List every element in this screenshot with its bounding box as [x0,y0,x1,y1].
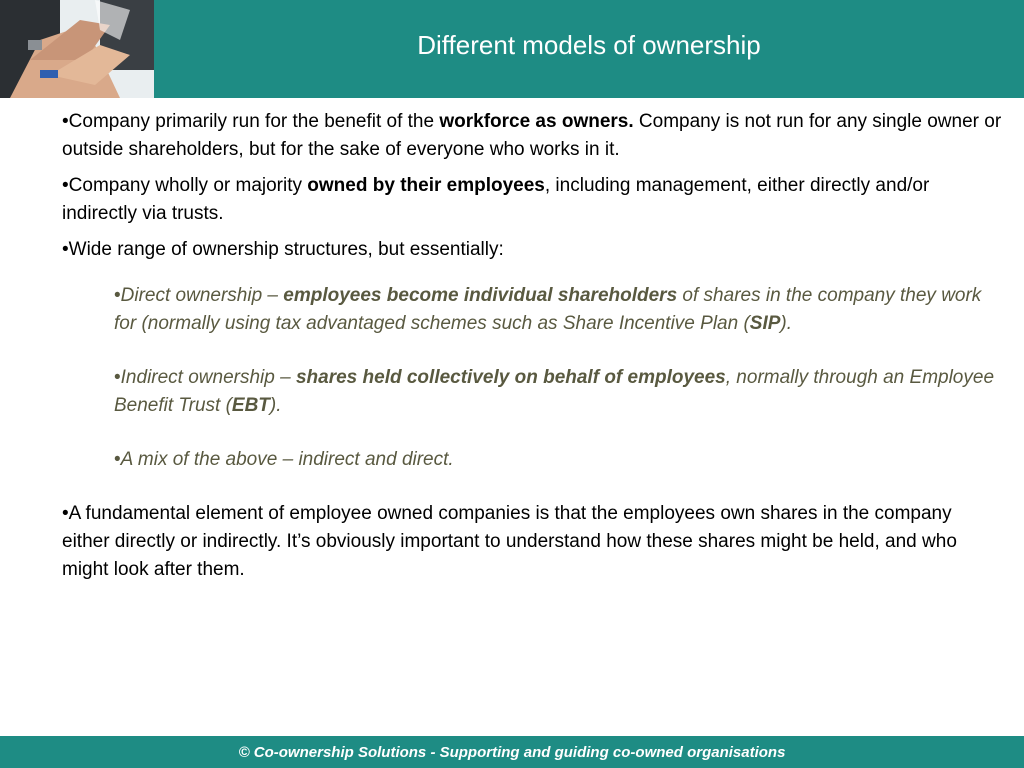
bullet-workforce-owners: •Company primarily run for the benefit of the workforce as owners. Company is not run for any single owner or outside shareholders, but for the sake of everyone who works in it. [62,111,1002,160]
footer-text: © Co-ownership Solutions - Supporting and guiding co-owned organisations [238,743,786,761]
stacked-hands-photo [0,0,154,98]
sub-bullet-mix: •A mix of the above – indirect and direct. [114,449,454,470]
header-bar [0,0,1024,98]
footer-bar [0,736,1024,768]
sub-bullet-list [114,282,1002,474]
bullet-ownership-structures: •Wide range of ownership structures, but essentially: [62,239,504,260]
slide-title-text: Different models of ownership [417,29,761,60]
sub-bullet-direct-ownership: •Direct ownership – employees become individual shareholders of shares in the company they work for (normally using tax advantaged schemes such as Share Incentive Plan (SIP). [114,285,982,334]
slide-content [62,108,1002,592]
bullet-fundamental-element: •A fundamental element of employee owned companies is that the employees own shares in the company either directly or indirectly. It’s obviously important to understand how these shares might be held, and who might look after them. [62,503,957,580]
bullet-employee-owned: •Company wholly or majority owned by their employees, including management, either directly and/or indirectly via trusts. [62,175,930,224]
slide-title [154,0,1024,90]
sub-bullet-indirect-ownership: •Indirect ownership – shares held collectively on behalf of employees, normally through an Employee Benefit Trust (EBT). [114,367,995,416]
